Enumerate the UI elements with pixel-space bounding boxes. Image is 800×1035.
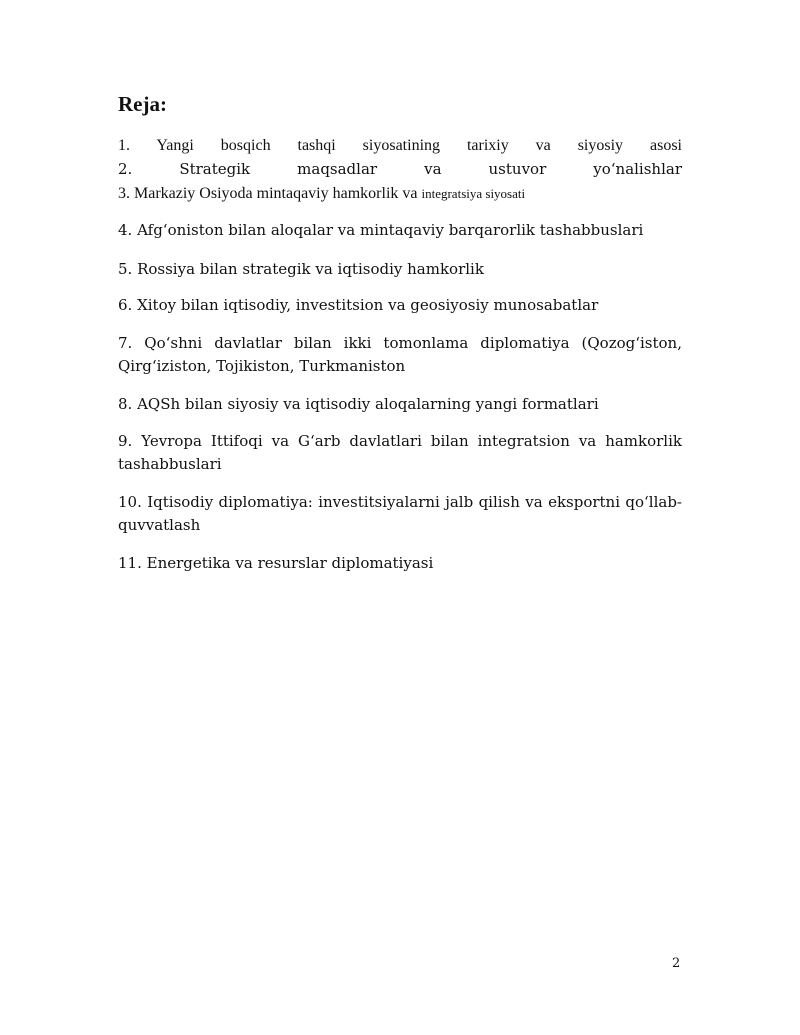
plan-item-3-text: 3. Markaziy Osiyoda mintaqaviy hamkorlik va [118, 185, 418, 202]
plan-item-6: 6. Xitoy bilan iqtisodiy, investitsion va geosiyosiy munosabatlar [118, 296, 599, 314]
plan-item-2: 2. Strategik maqsadlar va ustuvor yo‘nalishlar [118, 160, 682, 178]
plan-heading: Reja: [118, 92, 167, 116]
plan-item-4: 4. Afg‘oniston bilan aloqalar va mintaqaviy barqarorlik tashabbuslari [118, 221, 644, 239]
plan-item-10: 10. Iqtisodiy diplomatiya: investitsiyalarni jalb qilish va eksportni qo‘llab-quvvatlash [118, 493, 682, 534]
plan-item-3-tail: integratsiya siyosati [421, 186, 526, 201]
page-number: 2 [672, 956, 681, 971]
plan-item-11: 11. Energetika va resurslar diplomatiyasi [118, 554, 434, 572]
plan-item-3 [118, 182, 682, 205]
plan-item-9: 9. Yevropa Ittifoqi va G‘arb davlatlari bilan integratsion va hamkorlik tashabbuslari [118, 432, 682, 473]
plan-item-1: 1. Yangi bosqich tashqi siyosatining tarixiy va siyosiy asosi [118, 137, 682, 154]
plan-item-7: 7. Qo‘shni davlatlar bilan ikki tomonlama diplomatiya (Qozog‘iston, Qirg‘iziston, Tojikiston, Turkmaniston [118, 334, 682, 375]
plan-item-5: 5. Rossiya bilan strategik va iqtisodiy hamkorlik [118, 260, 484, 278]
plan-item-8: 8. AQSh bilan siyosiy va iqtisodiy aloqalarning yangi formatlari [118, 395, 599, 413]
